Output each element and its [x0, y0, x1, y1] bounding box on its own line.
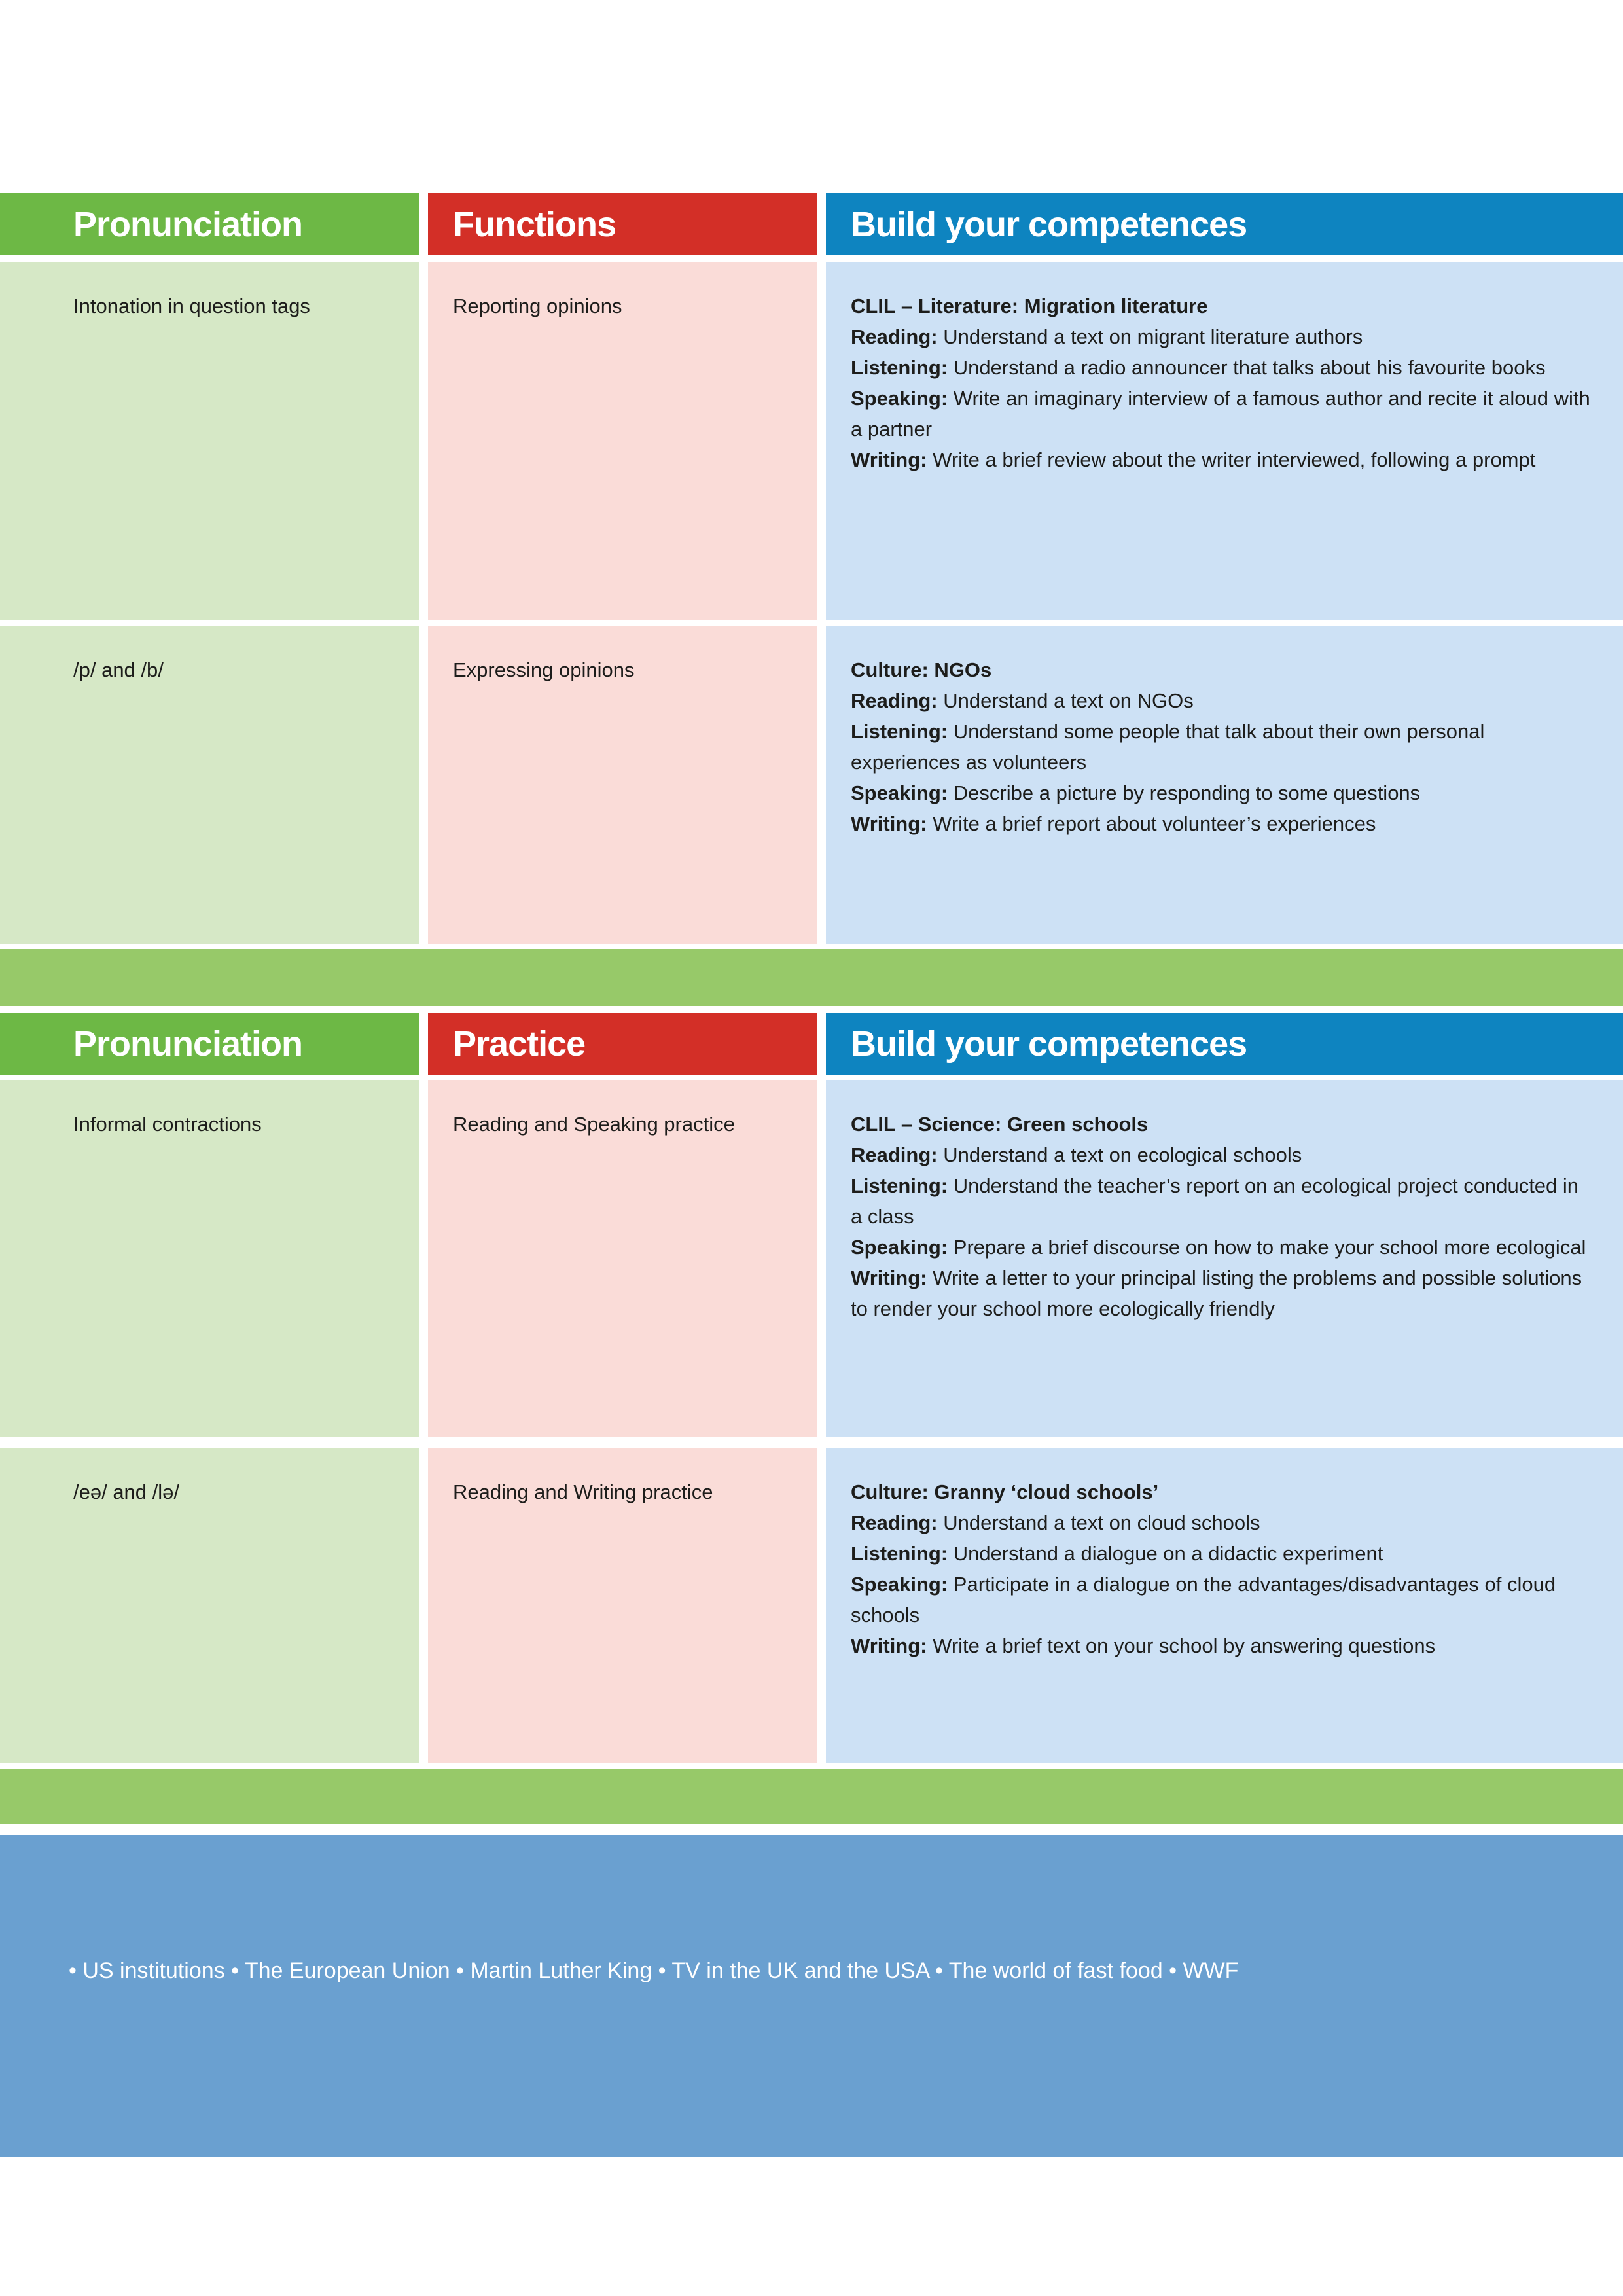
cell-pronunciation	[0, 626, 419, 944]
functions-text: Reporting opinions	[453, 295, 622, 317]
skill-text: Write a letter to your principal listing the problems and possible solutions to render your school more ecologically friendly	[851, 1266, 1582, 1320]
skill-text: Understand the teacher’s report on an ecological project conducted in a class	[851, 1174, 1579, 1228]
column-header-label: Build your competences	[851, 204, 1247, 244]
cell-functions	[428, 262, 817, 620]
column-header-competences	[826, 193, 1623, 255]
pronunciation-text: /eə/ and /lə/	[73, 1480, 180, 1503]
skill-label: Listening:	[851, 1174, 948, 1197]
skill-text: Write a brief review about the writer interviewed, following a prompt	[933, 448, 1536, 471]
competence-line	[851, 321, 1594, 352]
cell-pronunciation	[0, 1448, 419, 1763]
skill-label: Reading:	[851, 325, 938, 348]
competence-line	[851, 1630, 1594, 1661]
pronunciation-text: Informal contractions	[73, 1113, 262, 1136]
competence-line	[851, 1139, 1594, 1170]
skill-text: Write an imaginary interview of a famous author and recite it aloud with a partner	[851, 387, 1590, 440]
competence-line	[851, 383, 1594, 444]
column-header-label: Pronunciation	[73, 204, 302, 244]
skill-text: Understand a text on migrant literature authors	[943, 325, 1363, 348]
competence-line	[851, 1538, 1594, 1569]
separator-band	[0, 949, 1623, 1006]
competence-line	[851, 716, 1594, 778]
skill-label: Writing:	[851, 1634, 927, 1657]
skill-label: Reading:	[851, 1143, 938, 1166]
pronunciation-text: /p/ and /b/	[73, 658, 164, 681]
skill-label: Listening:	[851, 1542, 948, 1565]
cell-competences	[826, 1448, 1623, 1763]
competence-title: CLIL – Science: Green schools	[851, 1113, 1149, 1136]
pronunciation-text: Intonation in question tags	[73, 295, 310, 317]
competence-title: Culture: Granny ‘cloud schools’	[851, 1480, 1159, 1503]
competence-line	[851, 1569, 1594, 1630]
competence-line	[851, 1232, 1594, 1263]
skill-text: Understand a text on ecological schools	[943, 1143, 1302, 1166]
skill-label: Speaking:	[851, 781, 948, 804]
skill-label: Speaking:	[851, 387, 948, 410]
column-header-practice	[428, 1013, 817, 1075]
cell-practice	[428, 1448, 817, 1763]
skill-text: Write a brief text on your school by answering questions	[933, 1634, 1436, 1657]
skill-text: Understand some people that talk about their own personal experiences as volunteers	[851, 720, 1485, 774]
competence-title: Culture: NGOs	[851, 658, 992, 681]
cell-practice	[428, 1080, 817, 1437]
practice-text: Reading and Writing practice	[453, 1480, 713, 1503]
competence-line	[851, 1263, 1594, 1324]
column-header-competences	[826, 1013, 1623, 1075]
practice-text: Reading and Speaking practice	[453, 1113, 735, 1136]
competence-line	[851, 685, 1594, 716]
cell-competences	[826, 626, 1623, 944]
column-header-functions	[428, 193, 817, 255]
culture-topics-footer	[0, 1835, 1623, 2157]
skill-text: Understand a radio announcer that talks about his favourite books	[953, 356, 1546, 379]
column-header-label: Functions	[453, 204, 616, 244]
skill-text: Understand a dialogue on a didactic experiment	[953, 1542, 1383, 1565]
skill-label: Speaking:	[851, 1236, 948, 1259]
competence-line	[851, 778, 1594, 808]
skill-text: Participate in a dialogue on the advantages/disadvantages of cloud schools	[851, 1573, 1556, 1626]
competence-line	[851, 1507, 1594, 1538]
functions-text: Expressing opinions	[453, 658, 635, 681]
competence-title: CLIL – Literature: Migration literature	[851, 295, 1208, 317]
skill-label: Writing:	[851, 812, 927, 835]
column-header-label: Build your competences	[851, 1024, 1247, 1064]
column-header-label: Pronunciation	[73, 1024, 302, 1064]
competence-line	[851, 444, 1594, 475]
cell-functions	[428, 626, 817, 944]
culture-topics-list: • US institutions • The European Union • Martin Luther King • TV in the UK and the USA • The world of fast food • WWF	[69, 1958, 1239, 1983]
skill-label: Writing:	[851, 448, 927, 471]
skill-label: Listening:	[851, 356, 948, 379]
column-header-pronunciation	[0, 193, 419, 255]
cell-pronunciation	[0, 262, 419, 620]
cell-competences	[826, 262, 1623, 620]
skill-label: Reading:	[851, 1511, 938, 1534]
competence-line	[851, 808, 1594, 839]
skill-text: Write a brief report about volunteer’s experiences	[933, 812, 1376, 835]
skill-text: Understand a text on NGOs	[943, 689, 1194, 712]
separator-band	[0, 1769, 1623, 1824]
skill-text: Describe a picture by responding to some questions	[953, 781, 1421, 804]
competence-line	[851, 352, 1594, 383]
skill-text: Understand a text on cloud schools	[943, 1511, 1260, 1534]
skill-label: Speaking:	[851, 1573, 948, 1596]
skill-label: Reading:	[851, 689, 938, 712]
cell-pronunciation	[0, 1080, 419, 1437]
skill-label: Listening:	[851, 720, 948, 743]
competence-line	[851, 1170, 1594, 1232]
column-header-label: Practice	[453, 1024, 586, 1064]
cell-competences	[826, 1080, 1623, 1437]
skill-label: Writing:	[851, 1266, 927, 1289]
skill-text: Prepare a brief discourse on how to make your school more ecological	[953, 1236, 1586, 1259]
column-header-pronunciation	[0, 1013, 419, 1075]
